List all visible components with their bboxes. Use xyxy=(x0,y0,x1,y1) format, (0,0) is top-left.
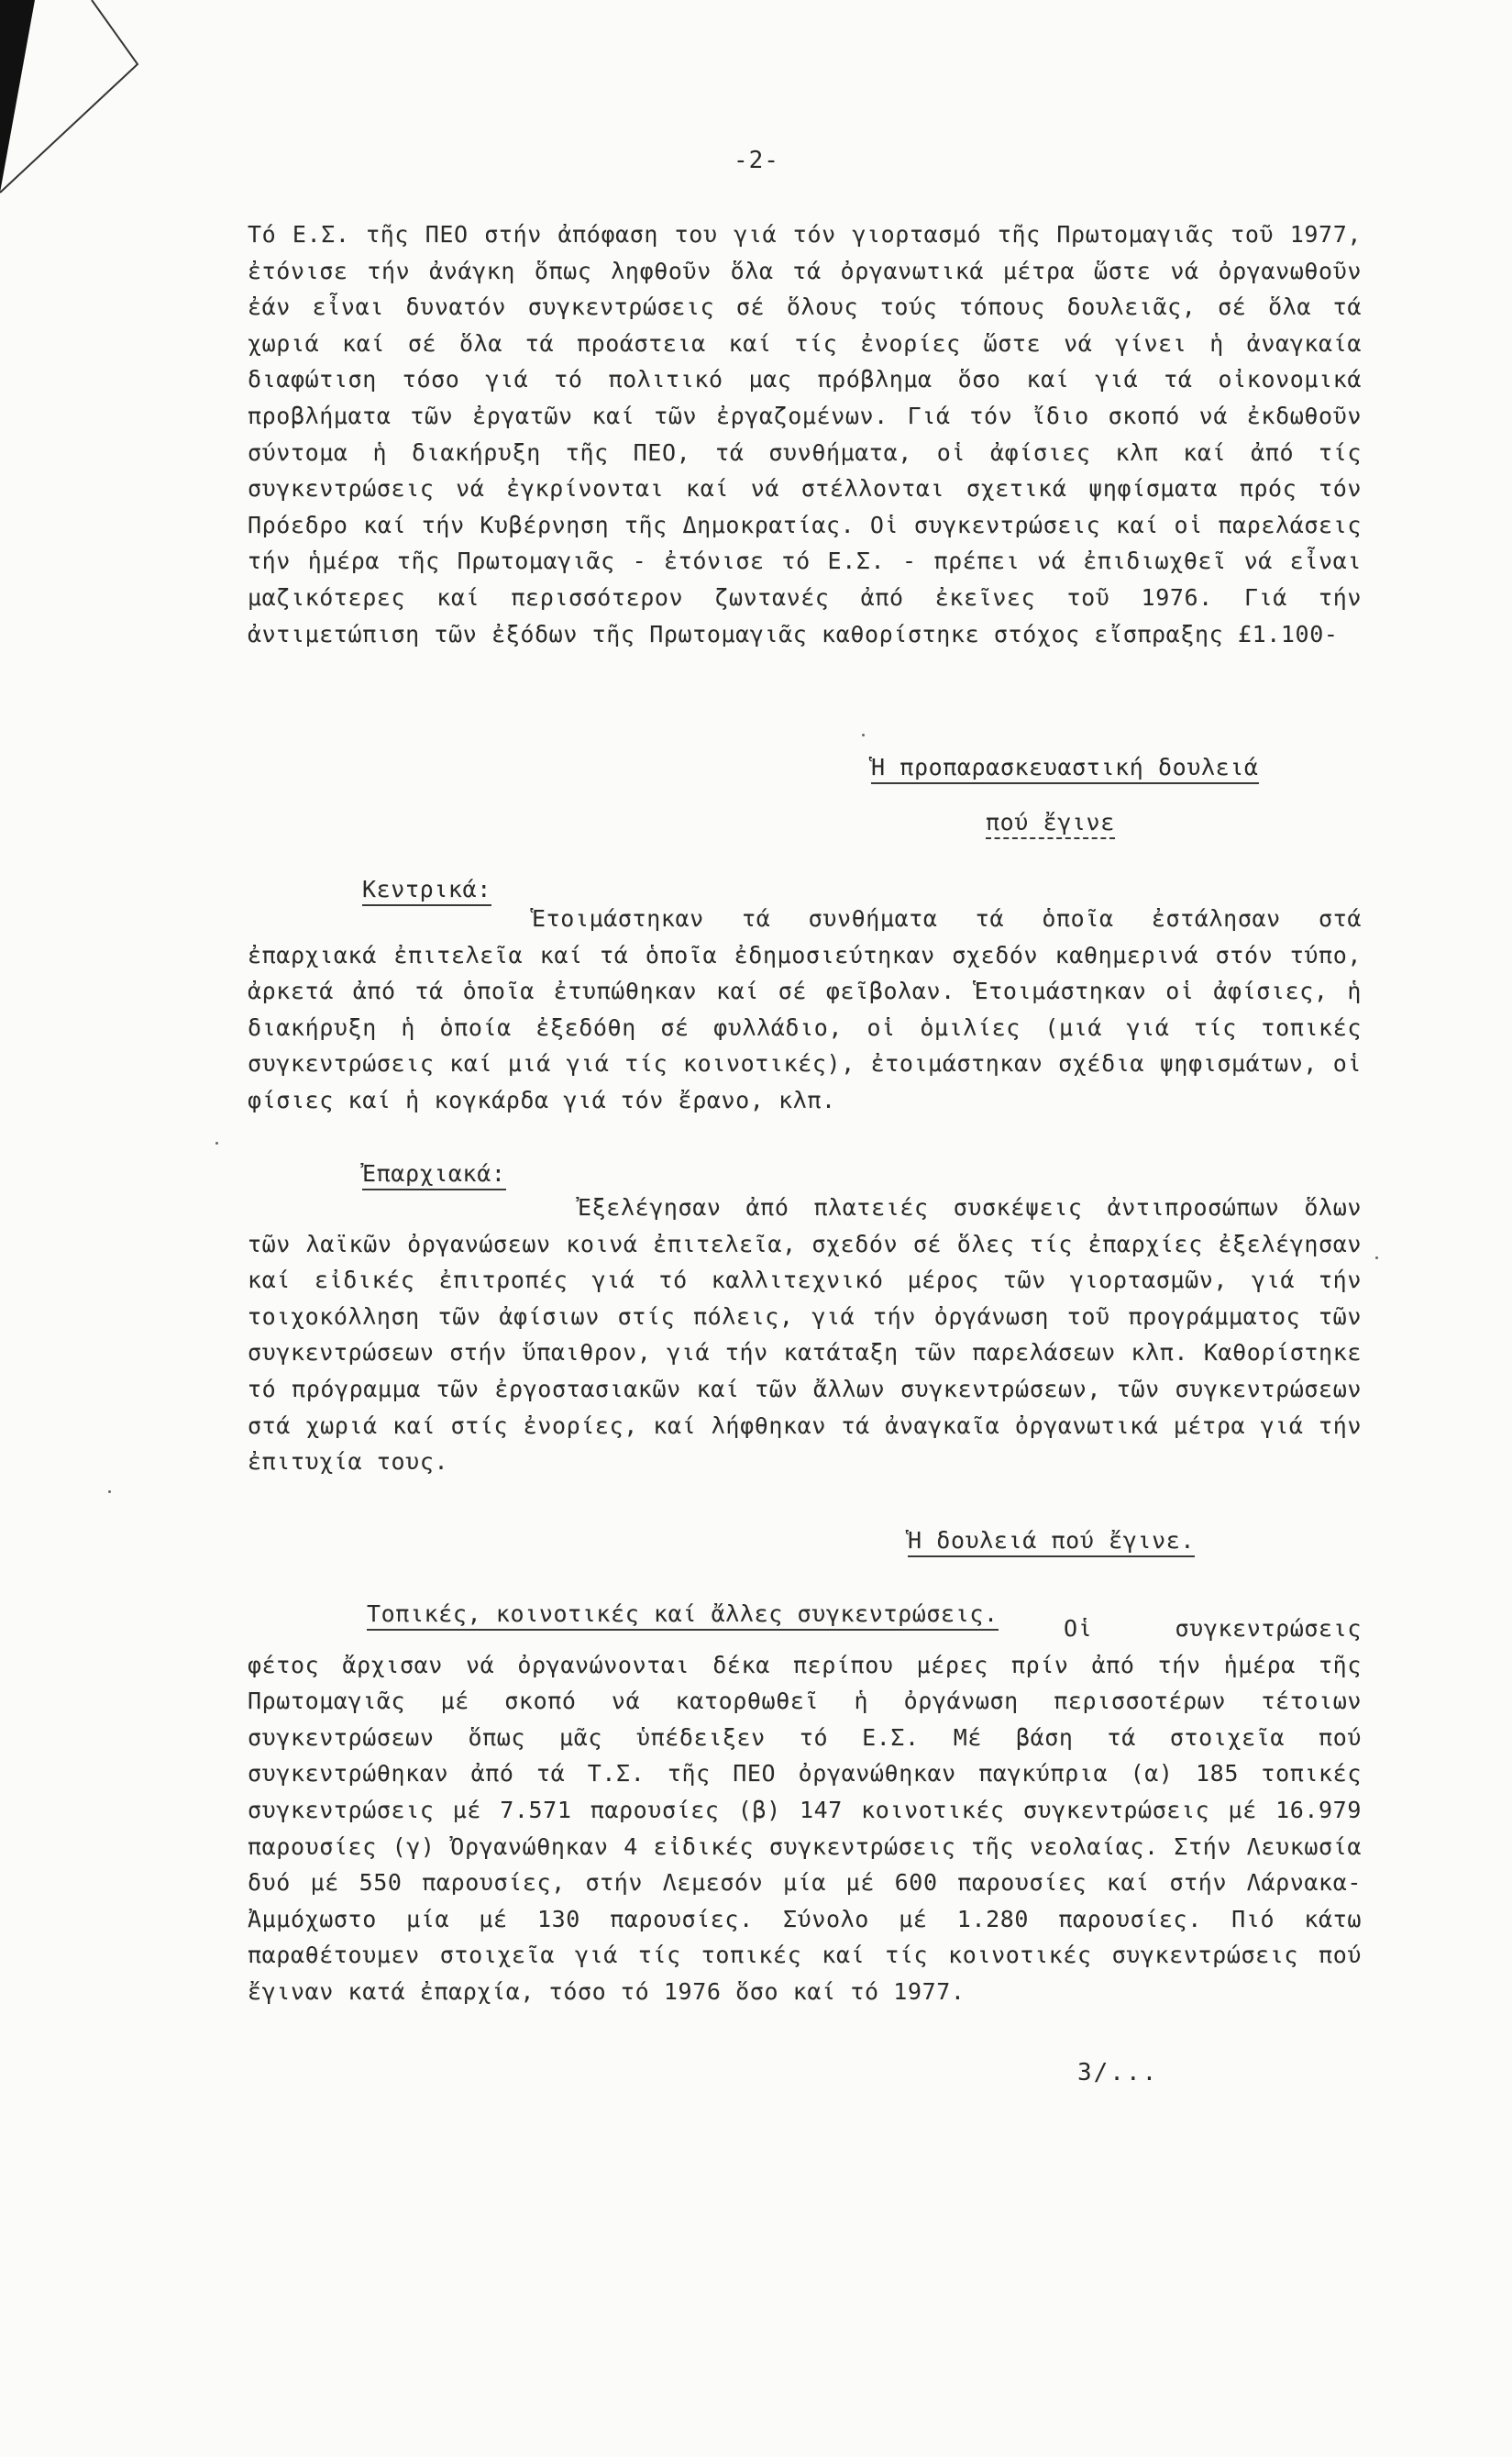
central-label: Κεντρικά: xyxy=(362,876,491,906)
scan-speck xyxy=(215,1142,218,1145)
scan-speck xyxy=(1375,1256,1378,1259)
paragraph-intro: Τό Ε.Σ. τῆς ΠΕΟ στήν ἀπόφαση του γιά τόν γιορτασμό τῆς Πρωτομαγιᾶς τοῦ 1977, ἐτόνισε τήν ἀνάγκη ὅπως ληφθοῦν ὅλα τά ὀργανωτικά μέτρα ὥστε νά ὀργανωθοῦν ἐάν εἶναι δυνατόν συγκεντρώσεις σέ ὅλους τούς τόπους δουλειᾶς, σέ ὅλα τά χωριά καί σέ ὅλα τά προάστεια καί τίς ἐνορίες ὥστε νά γίνει ἡ ἀναγκαία διαφώτιση τόσο γιά τό πολιτικό μας πρόβλημα ὅσο καί γιά τά οἰκονομικά προβλήματα τῶν ἐργατῶν καί τῶν ἐργαζομένων. Γιά τόν ἴδιο σκοπό νά ἐκδωθοῦν σύντομα ἡ διακήρυξη τῆς ΠΕΟ, τά συνθήματα, οἱ ἀφίσιες κλπ καί ἀπό τίς συγκεντρώσεις νά ἐγκρίνονται καί νά στέλλονται σχετικά ψηφίσματα πρός τόν Πρόεδρο καί τήν Κυβέρνηση τῆς Δημοκρατίας. Οἱ συγκεντρώσεις καί οἱ παρελάσεις τήν ἡμέρα τῆς Πρωτομαγιᾶς - ἐτόνισε τό Ε.Σ. - πρέπει νά ἐπιδιωχθεῖ νά εἶναι μαζικότερες καί περισσότερον ζωντανές ἀπό ἐκεῖνες τοῦ 1976. Γιά τήν ἀντιμετώπιση τῶν ἐξόδων τῆς Πρωτομαγιᾶς καθορίστηκε στόχος εἴσπραξης £1.100- xyxy=(248,221,1362,647)
central-paragraph: Ἑτοιμάστηκαν τά συνθήματα τά ὁποῖα ἐστάλησαν στά ἐπαρχιακά ἐπιτελεῖα καί τά ὁποῖα ἐδημοσιεύτηκαν σχεδόν καθημερινά στόν τύπο, ἀρκετά ἀπό τά ὁποῖα ἐτυπώθηκαν καί σέ φεῖβολαν. Ἑτοιμάστηκαν οἱ ἀφίσιες, ἡ διακήρυξη ἡ ὁποία ἐξεδόθη σέ φυλλάδιο, οἱ ὁμιλίες (μιά γιά τίς τοπικές συγκεντρώσεις καί μιά γιά τίς κοινοτικές), ἐτοιμάστηκαν σχέδια ψηφισμάτων, οἱ φίσιες καί ἡ κογκάρδα γιά τόν ἔρανο, κλπ. xyxy=(248,905,1362,1113)
local-gatherings-paragraph: Οἱ συγκεντρώσεις φέτος ἄρχισαν νά ὀργανώνονται δέκα περίπου μέρες πρίν ἀπό τήν ἡμέρα τῆς Πρωτομαγιᾶς μέ σκοπό νά κατορθωθεῖ ἡ ὀργάνωση περισσοτέρων τέτοιων συγκεντρώσεων ὅπως μᾶς ὑπέδειξεν τό Ε.Σ. Μέ βάση τά στοιχεῖα πού συγκεντρώθηκαν ἀπό τά Τ.Σ. τῆς ΠΕΟ ὀργανώθηκαν παγκύπρια (α) 185 τοπικές συγκεντρώσεις μέ 7.571 παρουσίες (β) 147 κοινοτικές συγκεντρώσεις μέ 16.979 παρουσίες (γ) Ὀργανώθηκαν 4 εἰδικές συγκεντρώσεις τῆς νεολαίας. Στήν Λευκωσία δυό μέ 550 παρουσίες, στήν Λεμεσόν μία μέ 600 παρουσίες καί στήν Λάρνακα-Ἀμμόχωστο μία μέ 130 παρουσίες. Σύνολο μέ 1.280 παρουσίες. Πιό κάτω παραθέτουμεν στοιχεῖα γιά τίς τοπικές καί τίς κοινοτικές συγκεντρώσεις πού ἔγιναν κατά ἐπαρχία, τόσο τό 1976 ὅσο καί τό 1977. xyxy=(248,1615,1362,2005)
district-label: Ἐπαρχιακά: xyxy=(362,1160,506,1190)
local-gatherings-label: Τοπικές, κοινοτικές καί ἄλλες συγκεντρώσεις. xyxy=(367,1600,999,1631)
folded-corner-mark xyxy=(0,0,147,202)
district-paragraph: Ἐξελέγησαν ἀπό πλατειές συσκέψεις ἀντιπροσώπων ὅλων τῶν λαϊκῶν ὀργανώσεων κοινά ἐπιτελεῖα, σχεδόν σέ ὅλες τίς ἐπαρχίες ἐξελέγησαν καί εἰδικές ἐπιτροπές γιά τό καλλιτεχνικό μέρος τῶν γιορτασμῶν, γιά τήν τοιχοκόλληση τῶν ἀφίσιων στίς πόλεις, γιά τήν ὀργάνωση τοῦ προγράμματος τῶν συγκεντρώσεων στήν ὕπαιθρον, γιά τήν κατάταξη τῶν παρελάσεων κλπ. Καθορίστηκε τό πρόγραμμα τῶν ἐργοστασιακῶν καί τῶν ἄλλων συγκεντρώσεων, τῶν συγκεντρώσεων στά χωριά καί στίς ἐνορίες, καί λήφθηκαν τά ἀναγκαῖα ὀργανωτικά μέτρα γιά τήν ἐπιτυχία τους. xyxy=(248,1194,1362,1476)
continuation-mark: 3/... xyxy=(1077,2059,1159,2086)
section-heading-work-done: Ἡ δουλειά πού ἔγινε. xyxy=(908,1527,1195,1557)
section-heading-preparation-subline: πού ἔγινε xyxy=(986,809,1115,839)
scan-speck xyxy=(862,734,865,736)
scan-speck xyxy=(108,1490,111,1493)
page-number: -2- xyxy=(734,147,779,174)
section-heading-preparation: Ἡ προπαρασκευαστική δουλειά xyxy=(871,754,1259,784)
